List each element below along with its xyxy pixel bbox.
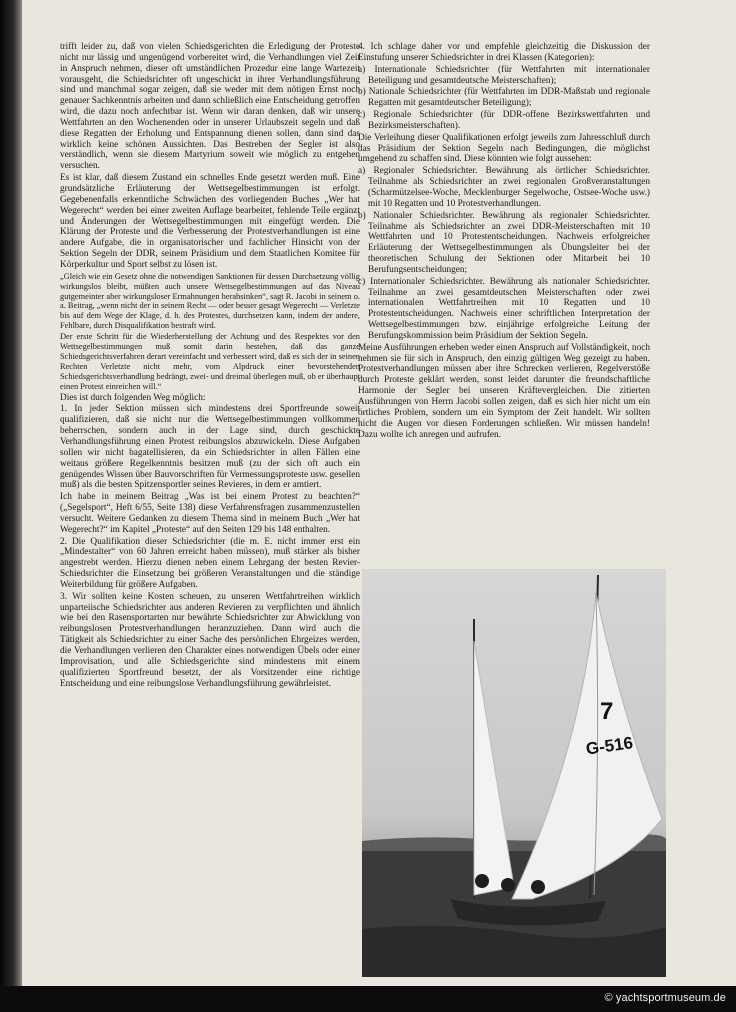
left-column bbox=[60, 42, 360, 690]
sailboat-photo bbox=[362, 569, 666, 977]
sailboat-illustration bbox=[362, 569, 666, 977]
left-point-3: 3. Wir sollten keine Kosten scheuen, zu unseren Wettfahrtreihen wirklich unparteiische Schiedsrichter aus anderen Revieren zu verpflichten und ähnlich wie bei den Rasensportarten nur bewährte Schiedsrichter zur Abwicklung von reibungslosen Protestverhandlungen heranzuziehen. Dann wird auch die Tätigkeit als Schiedsrichter zu einer Sache des persönlichen Ehrgeizes werden, die Verhandlungen verlieren den Charakter eines notwendigen Übels oder einer Improvisation, und alle Schiedsgerichte sind mindestens mit einem qualifizierten Sportfreund besetzt, der als Vorsitzender eine richtige Entscheidung und eine reibungslose Verhandlungsführung gewährleistet. bbox=[60, 591, 360, 689]
right-paragraph-qualification: Die Verleihung dieser Qualifikationen erfolgt jeweils zum Jahresschluß durch das Präsidium der Sektion Segeln nach Bedingungen, die möglichst umgehend zu schaffen sind. Diese könnten wie folgt aussehen: bbox=[358, 132, 650, 165]
condition-national: b) Nationaler Schiedsrichter. Bewährung als regionaler Schiedsrichter. Teilnahme als Schiedsrichter an zwei DDR-Meisterschaften mit 10 Wettfahrten und 10 Protestentscheidungen. Nachweis erfolgreicher Erläuterung der Wettsegelbestimmungen als Übungsleiter bei der theoretischen Schulung der Sektionen oder Mitarbeit bei 10 Berufungsentscheidungen; bbox=[358, 210, 650, 275]
condition-regional: a) Regionaler Schiedsrichter. Bewährung als örtlicher Schiedsrichter. Teilnahme als Schiedsrichter an zwei regionalen Großveranstaltungen (Scharmützelsee-Woche, Mecklenburger Segelwoche, Ostsee-Woche usw.) mit 10 Regatten und 10 Protestverhandlungen. bbox=[358, 166, 650, 209]
class-international: a) Internationale Schiedsrichter (für Wettfahrten mit internationaler Beteiligung und gesamtdeutsche Meisterschaften); bbox=[358, 64, 650, 86]
left-point-2: 2. Die Qualifikation dieser Schiedsrichter (die m. E. nicht immer erst ein „Mindestalter“ von 60 Jahren erreicht haben müssen), muß stärker als bisher angestrebt werden. Hierzu dienen neben einem Lehrgang der besten Revier-Schiedsrichter die Einsetzung bei größeren Veranstaltungen und die ständige Weiterbildung für größere Aufgaben. bbox=[60, 536, 360, 590]
right-point-4: 4. Ich schlage daher vor und empfehle gleichzeitig die Diskussion der Einstufung unserer Schiedsrichter in drei Klassen (Kategorien): bbox=[358, 42, 650, 63]
left-paragraph-2: Es ist klar, daß diesem Zustand ein schnelles Ende gesetzt werden muß. Eine grundsätzliche Erläuterung der Wettsegelbestimmungen ist erfolgt. Gegebenenfalls erkenntliche Schwächen des vorliegenden Buches „Wer hat Wegerecht“ werden bei einer zweiten Auflage bearbeitet, fehlende Teile ergänzt und Änderungen der Wettsegelbestimmungen mit eingefügt werden. Die Klärung der Proteste und die Verbesserung der Protestverhandlungen ist eine andere Aufgabe, die in organisatorischer und fachlicher Hinsicht von der Sektion Segeln der DDR, seinem Präsidium und dem Staatlichen Komitee für Körperkultur und Sport selbst zu lösen ist. bbox=[60, 173, 360, 270]
condition-international: c) Internationaler Schiedsrichter. Bewährung als nationaler Schiedsrichter. Teilnahme an zwei gesamtdeutschen Meisterschaften oder zwei internationalen Wettfahrtreihen mit 10 Regatten und 10 Protestentscheidungen. Nachweis einer schriftlichen Interpretation der Wettsegelbestimmungen bzw. einjährige erfolgreiche Leitung der Berufungskommission beim Präsidium der Sektion Segeln. bbox=[358, 276, 650, 341]
left-paragraph-reference: Ich habe in meinem Beitrag „Was ist bei einem Protest zu beachten?“ („Segelsport“, Heft 6/55, Seite 138) diese Verfahrensfragen zusammenzustellen versucht. Weitere Gedanken zu diesem Thema sind in meinem Buch „Wer hat Wegerecht?“ im Kapitel „Proteste“ auf den Seiten 129 bis 148 enthalten. bbox=[60, 492, 360, 535]
class-regional: c) Regionale Schiedsrichter (für DDR-offene Bezirkswettfahrten und Bezirksmeisterschaften). bbox=[358, 110, 650, 131]
book-spine-shadow bbox=[0, 0, 22, 986]
footer-bar bbox=[0, 986, 736, 1012]
left-paragraph-way: Dies ist durch folgenden Weg möglich: bbox=[60, 392, 206, 403]
left-quote-jacobi: „Gleich wie ein Gesetz ohne die notwendigen Sanktionen für dessen Durchsetzung völlig wirkungslos bleibt, müßten auch unsere Wettsegelbestimmungen auf das Niveau gutgemeinter aber wirkungsloser Ermahnungen herabsinken“, sagt R. Jacobi in seinem o. a. Beitrag, „wenn nicht der in seinem Recht — oder besser gesagt Wegerecht — Verletzte bis auf dem Wege der Klage, d. h. des Protestes, durchsetzen kann, indem der andere, Fehlbare, durch Disqualifikation bestraft wird. bbox=[60, 271, 360, 331]
left-quote-continued: Der erste Schritt für die Wiederherstellung der Achtung und des Respektes vor den Wettsegelbestimmungen muß somit darin bestehen, daß das ganze Schiedsgerichtsverfahren derart vereinfacht und verbessert wird, daß es sich der in seinen Rechten Verletzte nicht mehr, vom Alpdruck einer bevorstehenden Schiedsgerichtsverhandlung bedrängt, zwei- und dreimal überlegen muß, ob er überhaupt einen Protest einreichen will.“ bbox=[60, 332, 360, 391]
sail-number: G-516 bbox=[584, 733, 635, 759]
jib-sail bbox=[474, 641, 514, 895]
left-point-1: 1. In jeder Sektion müssen sich mindestens drei Sportfreunde soweit qualifizieren, daß sie nicht nur die Wettsegelbestimmungen vollkommen beherrschen, sondern auch in der Lage sind, durch geschickte Verhandlungsführung einen Protest reibungslos abzuwickeln. Diese Aufgaben sollen wir nicht bagatellisieren, da ein Schiedsrichter in allen Fällen eine weitaus größere Regelkenntnis besitzen muß (zu der sich oft auch ein genügendes Wissen über Bauvorschriften für Vermessungsproteste usw. gesellen muß) als die besten Spitzensportler seines Revieres, in dem er amtiert. bbox=[60, 404, 360, 491]
crew-3 bbox=[531, 880, 545, 894]
sail-mark: 7 bbox=[600, 698, 614, 725]
right-paragraph-conclusion: Meine Ausführungen erheben weder einen Anspruch auf Vollständigkeit, noch nehmen sie für sich in Anspruch, den einzig gültigen Weg gezeigt zu haben. Protestverhandlungen müssen aber ihre Schrecken verlieren, Regelverstöße durch Proteste geklärt werden, sonst leidet darunter die freundschaftliche Harmonie der Segler bei unseren Kräftevergleichen. Die zitierten Ausführungen von Herrn Jacobi sollen zeigen, daß es sich hier nicht um ein örtliches Problem, sondern um ein Symptom der Zeit handelt. Wir sollten nicht die Augen vor diesen Forderungen schließen. Wir müssen handeln! Dazu wollte ich anregen und aufrufen. bbox=[358, 342, 650, 440]
crew-1 bbox=[475, 874, 489, 888]
crew-2 bbox=[501, 878, 515, 892]
right-column bbox=[358, 42, 650, 441]
magazine-page bbox=[22, 0, 736, 986]
left-paragraph-1: trifft leider zu, daß von vielen Schiedsgerichten die Erledigung der Proteste nicht nur lässig und ungenügend vorbereitet wird, die Verhandlungen viel Zeit in Anspruch nehmen, dieser oft umständlichen Prozedur eine lange Wartezeit vorausgeht, die Schiedsrichter oft ungeschickt in ihrer Verhandlungsführung sind und manchmal sogar zeigen, daß sie weder mit dem nötigen Ernst noch genauer Sachkenntnis arbeiten und dann schließlich eine Entscheidung getroffen wird, die dazu noch anfechtbar ist. Wenn wir daran denken, daß wir unsere Wettfahrten an den Wochenenden oder in unserer Urlaubszeit segeln und daß diese Regatten der Erholung und Entspannung dienen sollen, dann sind das wirklich keine schönen Aussichten. Das Bestreben der Segler ist also verständlich, wenn sie diesem Martyrium soweit wie möglich zu entgehen versuchen. bbox=[60, 42, 360, 172]
copyright-credit: © yachtsportmuseum.de bbox=[604, 992, 726, 1004]
class-national: b) Nationale Schiedsrichter (für Wettfahrten im DDR-Maßstab und regionale Regatten mit gesamtdeutscher Beteiligung); bbox=[358, 87, 650, 109]
